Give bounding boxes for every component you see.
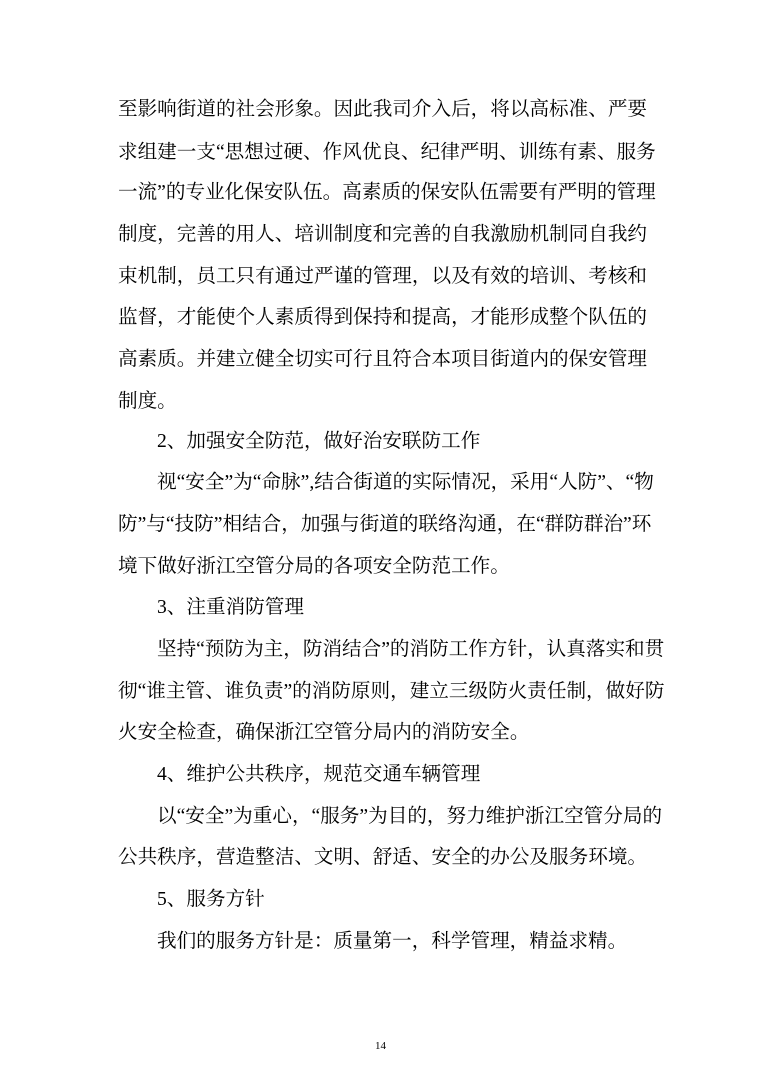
paragraph-line: 以“安全”为重心，“服务”为目的，努力维护浙江空管分局的	[157, 806, 663, 827]
paragraph-line: 求组建一支“思想过硬、作风优良、纪律严明、训练有素、服务	[118, 142, 656, 163]
section-heading: 5、服务方针	[157, 889, 265, 910]
paragraph-line: 制度。	[118, 391, 177, 412]
section-heading: 2、加强安全防范，做好治安联防工作	[157, 431, 481, 452]
paragraph-line: 防”与“技防”相结合，加强与街道的联络沟通，在“群防群治”环	[118, 514, 652, 535]
paragraph-line: 束机制，员工只有通过严谨的管理，以及有效的培训、考核和	[118, 266, 648, 287]
paragraph-line: 监督，才能使个人素质得到保持和提高，才能形成整个队伍的	[118, 307, 648, 328]
paragraph-line: 一流”的专业化保安队伍。高素质的保安队伍需要有严明的管理	[118, 182, 656, 203]
paragraph-line: 火安全检查，确保浙江空管分局内的消防安全。	[118, 722, 530, 743]
paragraph-line: 视“安全”为“命脉”,结合街道的实际情况，采用“人防”、“物	[157, 472, 654, 493]
paragraph-line: 高素质。并建立健全切实可行且符合本项目街道内的保安管理	[118, 349, 648, 370]
paragraph-line: 我们的服务方针是：质量第一，科学管理，精益求精。	[157, 931, 628, 952]
section-heading: 3、注重消防管理	[157, 597, 304, 618]
paragraph-line: 境下做好浙江空管分局的各项安全防范工作。	[118, 556, 510, 577]
paragraph-line: 彻“谁主管、谁负责”的消防原则，建立三级防火责任制，做好防	[118, 681, 665, 702]
paragraph-line: 坚持“预防为主，防消结合”的消防工作方针，认真落实和贯	[157, 639, 665, 660]
paragraph-line: 至影响街道的社会形象。因此我司介入后，将以高标准、严要	[118, 99, 648, 120]
page-number: 14	[375, 1040, 386, 1052]
paragraph-line: 制度，完善的用人、培训制度和完善的自我激励机制同自我约	[118, 224, 648, 245]
paragraph-line: 公共秩序，营造整洁、文明、舒适、安全的办公及服务环境。	[118, 847, 648, 868]
section-heading: 4、维护公共秩序，规范交通车辆管理	[157, 764, 481, 785]
